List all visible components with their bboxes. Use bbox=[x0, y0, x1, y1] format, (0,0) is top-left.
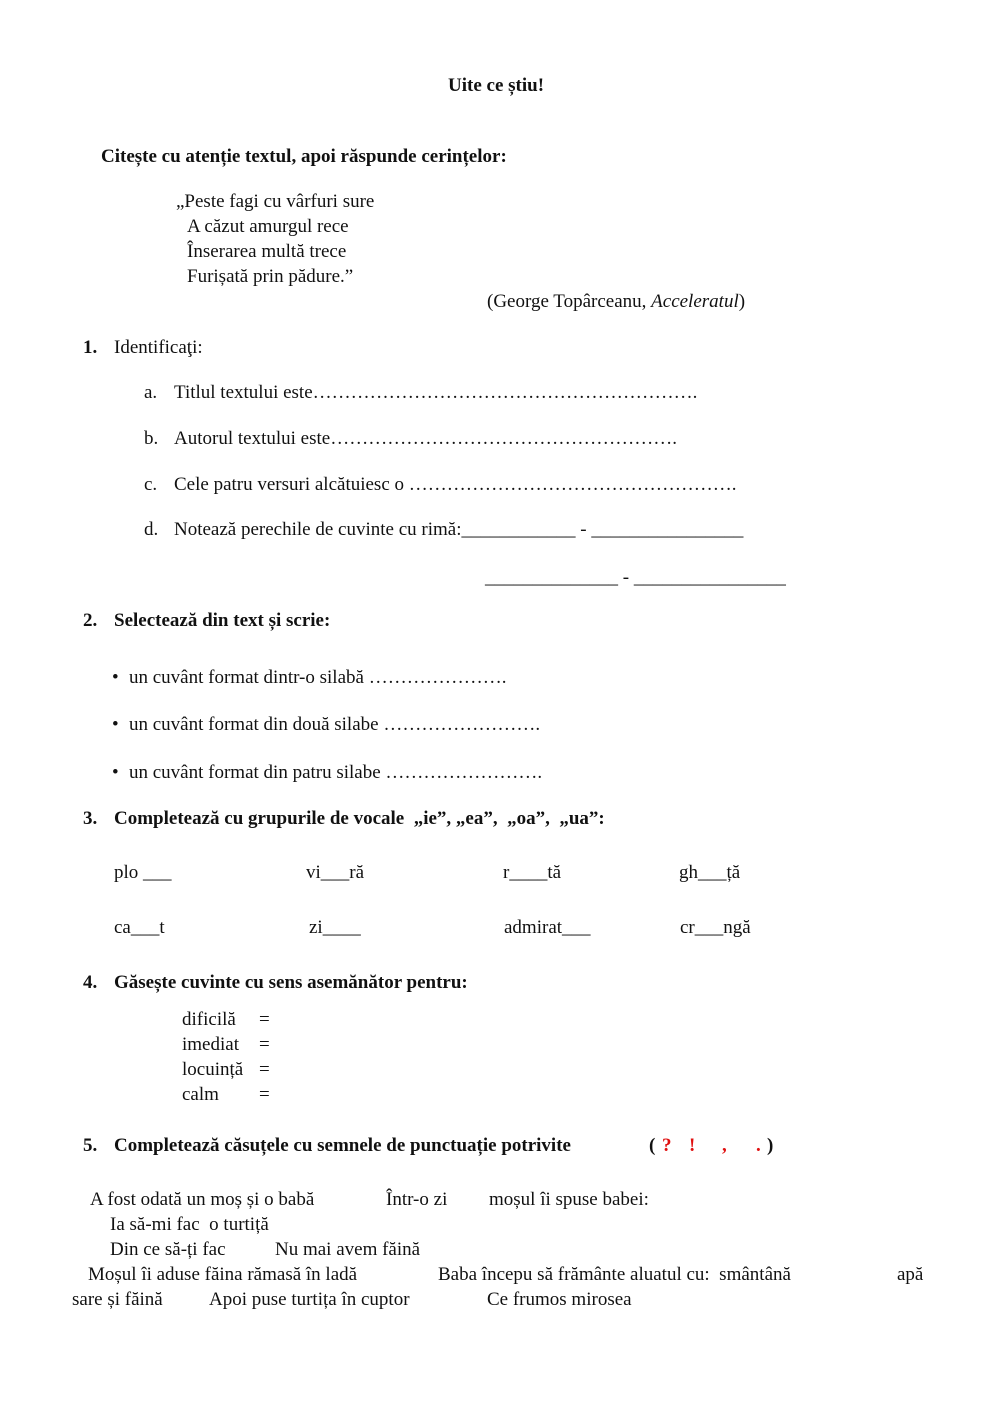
poem-line-2: A căzut amurgul rece bbox=[187, 216, 349, 237]
q3-number: 3. bbox=[83, 808, 98, 829]
q3-word-cat[interactable]: ca___t bbox=[114, 917, 165, 938]
q5-close-paren: ) bbox=[767, 1135, 774, 1156]
q2-bullet-2: • bbox=[112, 714, 119, 735]
poem-line-1: „Peste fagi cu vârfuri sure bbox=[176, 191, 375, 212]
q4-equals-4: = bbox=[259, 1084, 270, 1105]
poem-source-author: (George Topârceanu, bbox=[487, 291, 652, 312]
q3-word-cranga[interactable]: cr___ngă bbox=[680, 917, 751, 938]
story-line-1c: moșul îi spuse babei: bbox=[489, 1189, 649, 1210]
story-line-4a: Moșul îi aduse făina rămasă în ladă bbox=[88, 1264, 358, 1285]
story-line-2: Ia să-mi fac o turtiță bbox=[110, 1214, 269, 1235]
q5-open-paren: ( bbox=[649, 1135, 656, 1156]
q5-heading: Completează căsuțele cu semnele de punctuație potrivite bbox=[114, 1135, 571, 1156]
story-line-1a: A fost odată un moș și o babă bbox=[90, 1189, 315, 1210]
q2-heading: Selectează din text și scrie: bbox=[114, 610, 331, 631]
q4-equals-1: = bbox=[259, 1009, 270, 1030]
q1-item-c-letter: c. bbox=[144, 474, 158, 495]
story-line-5a: sare și făină bbox=[72, 1289, 163, 1310]
story-line-5b: Apoi puse turtița în cuptor bbox=[209, 1289, 410, 1310]
q4-heading: Găsește cuvinte cu sens asemănător pentru: bbox=[114, 972, 468, 993]
q3-word-vira[interactable]: vi___ră bbox=[306, 862, 365, 883]
q5-number: 5. bbox=[83, 1135, 98, 1156]
q5-mark-comma: , bbox=[722, 1135, 727, 1156]
instruction: Citește cu atenție textul, apoi răspunde cerințelor: bbox=[101, 146, 507, 167]
q2-item-2[interactable]: un cuvânt format din două silabe ……………………. bbox=[129, 714, 541, 735]
q1-rhyme-line-2[interactable]: ______________ - ________________ bbox=[485, 567, 786, 588]
q2-item-3[interactable]: un cuvânt format din patru silabe ……………………. bbox=[129, 762, 543, 783]
poem-source-end: ) bbox=[738, 291, 746, 312]
q1-item-d[interactable]: Notează perechile de cuvinte cu rimă:____________ - ________________ bbox=[174, 519, 744, 540]
q5-mark-period: . bbox=[756, 1135, 761, 1156]
poem-line-3: Înserarea multă trece bbox=[187, 241, 347, 262]
q3-word-admirat[interactable]: admirat___ bbox=[504, 917, 591, 938]
q1-item-b[interactable]: Autorul textului este………………………………………………. bbox=[174, 428, 677, 449]
q3-word-ghta[interactable]: gh___ță bbox=[679, 862, 741, 883]
q4-word-imediat: imediat bbox=[182, 1034, 239, 1055]
story-line-3b: Nu mai avem făină bbox=[275, 1239, 421, 1260]
q4-equals-2: = bbox=[259, 1034, 270, 1055]
poem-line-4: Furișată prin pădure.” bbox=[187, 266, 354, 287]
q1-item-a-letter: a. bbox=[144, 382, 158, 403]
q1-item-b-letter: b. bbox=[144, 428, 159, 449]
q4-word-locuinta: locuință bbox=[182, 1059, 244, 1080]
q3-word-plo[interactable]: plo ___ bbox=[114, 862, 172, 883]
q1-heading: Identificaţi: bbox=[114, 337, 203, 358]
q2-bullet-3: • bbox=[112, 762, 119, 783]
q4-equals-3: = bbox=[259, 1059, 270, 1080]
q5-mark-question: ? bbox=[662, 1135, 672, 1156]
story-line-5c: Ce frumos mirosea bbox=[487, 1289, 632, 1310]
q1-item-d-letter: d. bbox=[144, 519, 159, 540]
q2-item-1[interactable]: un cuvânt format dintr-o silabă …………………. bbox=[129, 667, 507, 688]
story-line-4b: Baba începu să frământe aluatul cu: smântână bbox=[438, 1264, 791, 1285]
q2-bullet-1: • bbox=[112, 667, 119, 688]
q3-word-rta[interactable]: r____tă bbox=[503, 862, 562, 883]
q4-word-calm: calm bbox=[182, 1084, 219, 1105]
q2-number: 2. bbox=[83, 610, 98, 631]
story-line-1b: Într-o zi bbox=[386, 1189, 448, 1210]
q4-number: 4. bbox=[83, 972, 98, 993]
poem-source bbox=[487, 292, 745, 311]
story-line-4c: apă bbox=[897, 1264, 924, 1285]
page-title: Uite ce știu! bbox=[448, 75, 545, 96]
q1-item-c[interactable]: Cele patru versuri alcătuiesc o ……………………………………………. bbox=[174, 474, 737, 495]
q1-number: 1. bbox=[83, 337, 98, 358]
poem-source-title: Acceleratul bbox=[651, 291, 739, 312]
q1-item-a[interactable]: Titlul textului este……………………………………………………. bbox=[174, 382, 698, 403]
story-line-3a: Din ce să-ți fac bbox=[110, 1239, 226, 1260]
q3-word-zi[interactable]: zi____ bbox=[309, 917, 361, 938]
q3-heading: Completează cu grupurile de vocale „ie”, „ea”, „oa”, „ua”: bbox=[114, 808, 605, 829]
q4-word-dificila: dificilă bbox=[182, 1009, 236, 1030]
q5-mark-exclamation: ! bbox=[689, 1135, 696, 1156]
